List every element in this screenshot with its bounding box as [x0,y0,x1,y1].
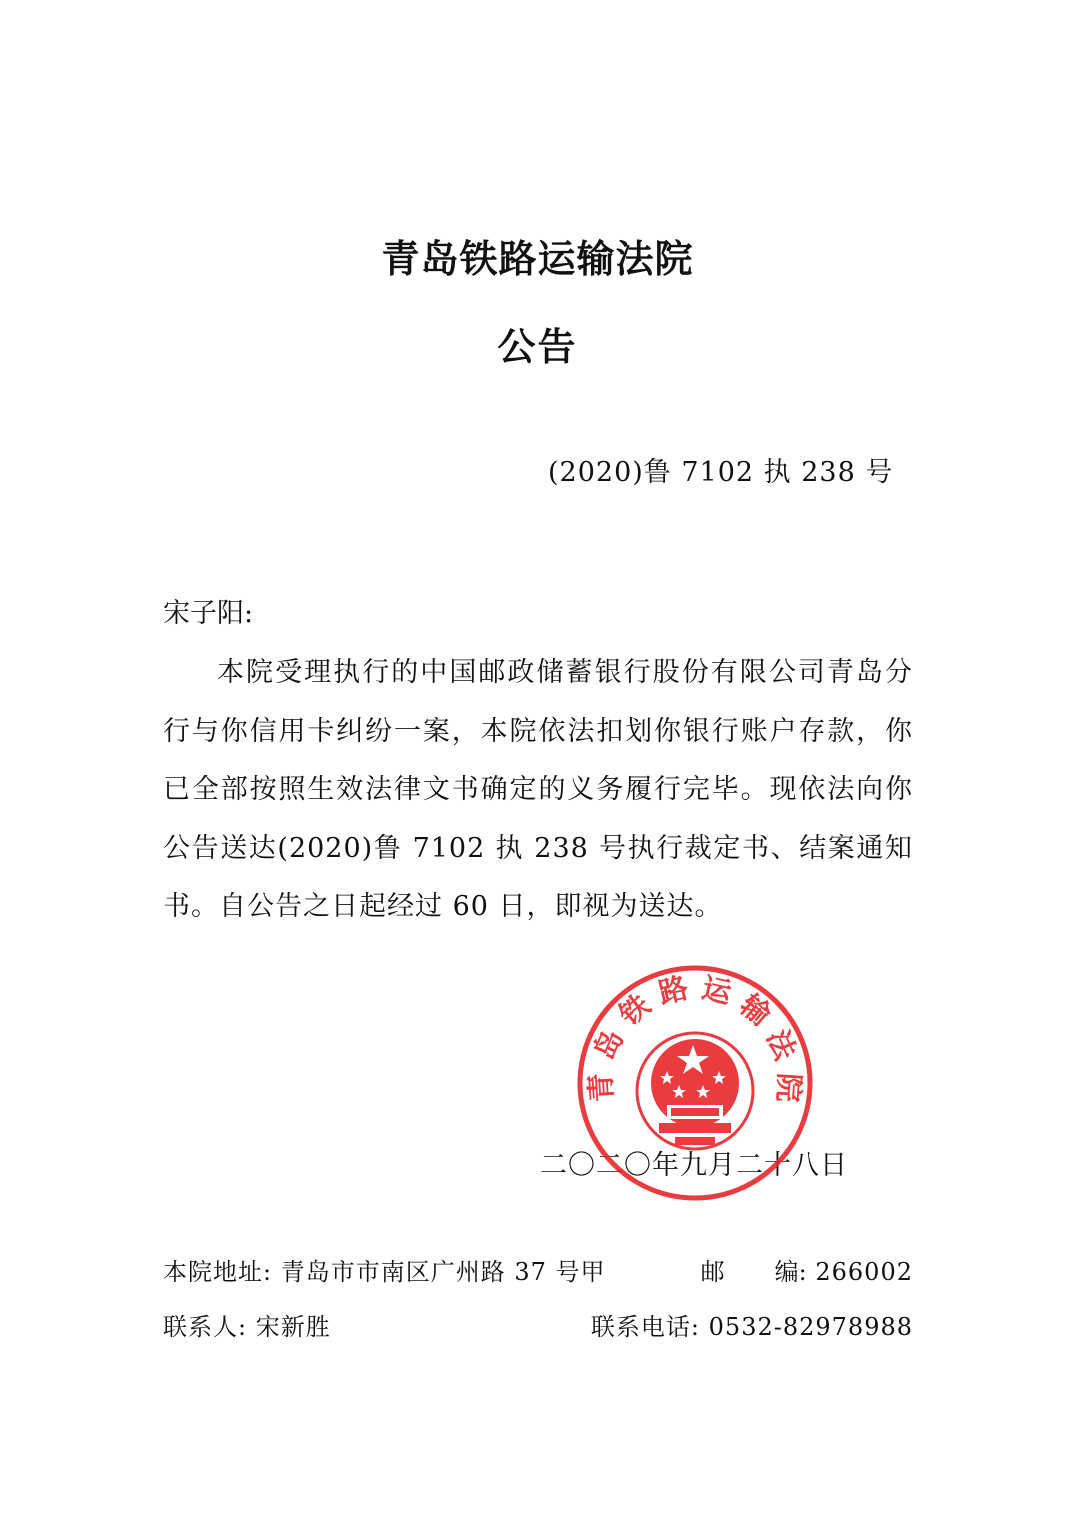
address-label: 本院地址: [163,1258,273,1286]
contact-value: 宋新胜 [255,1313,331,1341]
address-line [163,1252,606,1287]
notice-body: 本院受理执行的中国邮政储蓄银行股份有限公司青岛分行与你信用卡纠纷一案，本院依法扣划你银行账户存款，你已全部按照生效法律文书确定的义务履行完毕。现依法向你公告送达(2020)鲁 7102 执 238 号执行裁定书、结案通知书。自公告之日起经过 60 日，即视为送达。 [163,657,913,922]
postcode-line [701,1252,913,1287]
address-value: 青岛市市南区广州路 37 号甲 [280,1258,606,1286]
postcode-label-part2: 编: [774,1258,807,1286]
court-seal-icon [575,963,815,1203]
document-type-heading: 公告 [497,325,578,369]
phone-line [591,1307,913,1342]
postcode-value: 266002 [815,1258,913,1286]
svg-text:青 岛 铁 路 运 输 法 院: 青 岛 铁 路 运 输 法 院 [583,970,807,1104]
postcode-label [701,1258,807,1286]
postcode-label-part1: 邮 [700,1258,725,1286]
case-number: (2020)鲁 7102 执 238 号 [548,457,894,488]
contact-line [163,1307,331,1342]
phone-value: 0532-82978988 [708,1313,913,1341]
phone-label: 联系电话: [590,1313,701,1341]
contact-label: 联系人: [163,1313,248,1341]
addressee: 宋子阳: [163,598,254,629]
court-name-heading: 青岛铁路运输法院 [381,237,694,281]
issue-date: 二〇二〇年九月二十八日 [540,1150,848,1181]
